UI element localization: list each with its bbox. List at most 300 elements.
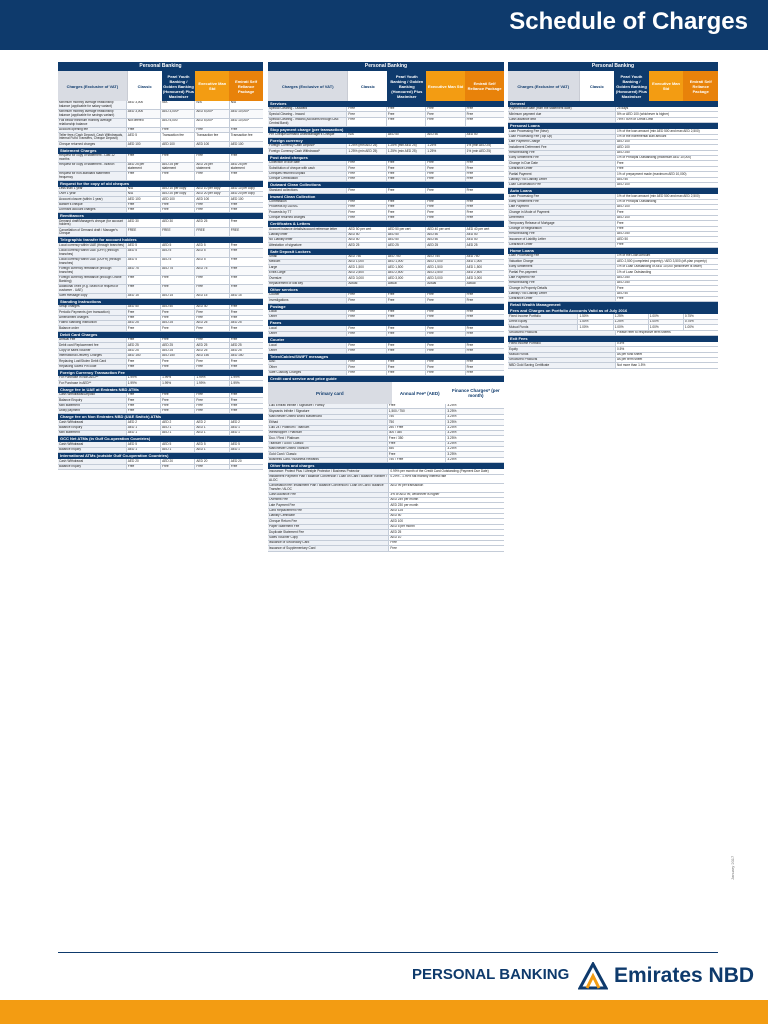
row-value: Free — [615, 227, 718, 231]
table-row — [58, 285, 263, 294]
row-value: N/A — [346, 133, 385, 137]
row-value: AED 150 — [194, 354, 228, 358]
row-label: Local currency within UAE (DFR) (through branches) — [58, 249, 126, 257]
column-header: Pearl Youth Banking / Golden Banking (Honoured) Plus Maximiser — [614, 71, 649, 101]
row-value: AED 10,000* — [229, 119, 263, 127]
table-row — [58, 110, 263, 119]
row-value: AED 25 — [194, 343, 228, 347]
row-label: Cheque Certification — [268, 177, 346, 181]
row-value: Free — [229, 203, 263, 207]
row-value: Free — [615, 221, 718, 225]
row-value: AED 750 — [465, 255, 504, 259]
row-value: 1% of Loan Outstanding — [615, 270, 718, 274]
row-value: Free — [160, 276, 194, 284]
column-header: Executive Man Std — [426, 71, 465, 101]
row-value: Free — [194, 172, 228, 180]
row-value: 300 / 350 — [387, 431, 446, 435]
row-value: AED 50 — [425, 238, 464, 242]
row-label: Less than 1 year — [58, 187, 126, 191]
row-label: Mutual Funds — [508, 353, 615, 357]
row-value: Free — [425, 360, 464, 364]
section-title: GCC Net ATMs (in Gulf Co-operation Countries) — [58, 436, 263, 442]
row-value: 1.99% — [229, 376, 263, 380]
row-label: Balance order — [58, 326, 126, 330]
table-row — [58, 276, 263, 285]
row-value: AED 5 — [160, 258, 194, 266]
section-title: Post dated cheques — [268, 155, 504, 161]
row-value: Free — [465, 310, 504, 314]
row-value: AED 5,000* — [194, 119, 228, 127]
row-label: Attestation of signature — [268, 243, 346, 247]
row-value: Free — [386, 349, 425, 353]
column-header: Charges (Exclusive of VAT) — [268, 71, 347, 101]
section-title: Request for the copy of old cheques — [58, 181, 263, 187]
row-value: N/A — [229, 101, 263, 109]
row-value: Free — [194, 398, 228, 402]
row-value: AED 1 — [160, 426, 194, 430]
row-value: Free — [346, 112, 385, 116]
row-value: Free — [126, 365, 160, 369]
row-value: AED 1,500 — [346, 265, 385, 269]
row-label: Mini statement — [58, 404, 126, 408]
row-value: N/A — [126, 192, 160, 196]
personal-banking-band: Personal Banking — [268, 62, 504, 71]
row-label: Direct Equity — [508, 320, 577, 324]
row-value: Actual — [386, 282, 425, 286]
row-value: AED 50 — [465, 233, 504, 237]
row-label: Special Clearing - Inward — [268, 112, 346, 116]
row-value: 1.25% — [613, 320, 648, 324]
row-value: Free — [229, 365, 263, 369]
row-value: AED 1,500 — [465, 265, 504, 269]
row-value: Free — [160, 393, 194, 397]
section-title: Other fees and charges — [268, 463, 504, 469]
row-value: Free — [425, 371, 464, 375]
row-value: Free — [387, 404, 446, 408]
row-value: AED 5 — [126, 243, 160, 247]
row-value: Free — [229, 172, 263, 180]
row-value: Free — [386, 216, 425, 220]
row-value: Free — [465, 161, 504, 165]
row-value: 1.50% — [577, 314, 612, 318]
section-title: Remittances — [58, 213, 263, 219]
row-label: Local — [268, 310, 346, 314]
row-value: Free — [229, 128, 263, 132]
row-value: Transaction fee — [194, 133, 228, 141]
row-value: Free — [160, 208, 194, 212]
row-value: AED 1 — [229, 426, 263, 430]
row-value: AED 20 per copy — [194, 192, 228, 196]
row-value: AED 25 — [465, 243, 504, 247]
row-value: 3.25% — [445, 420, 504, 424]
row-label: Balance Inquiry — [58, 465, 126, 469]
row-value: Free — [425, 216, 464, 220]
row-value: 1.99% — [194, 381, 228, 385]
row-value: Free — [615, 243, 718, 247]
row-label: Amendment charges — [58, 316, 126, 320]
row-value: AED 100 — [126, 197, 160, 201]
row-value: Free — [160, 404, 194, 408]
row-value: Free — [126, 393, 160, 397]
credit-header: Primary card — [268, 382, 392, 404]
row-value: AED 2,500 — [346, 271, 385, 275]
row-value: AED 10 per copy — [229, 187, 263, 191]
row-value: Free — [465, 118, 504, 126]
row-label: Replacement of lost key — [268, 282, 346, 286]
row-value: Free — [126, 285, 160, 293]
row-value: Free — [465, 293, 504, 297]
row-label: Liability Certificate — [268, 514, 388, 518]
row-label: Copy of sales voucher — [58, 349, 126, 353]
row-value: AED 1 — [126, 431, 160, 435]
row-value: Free — [425, 112, 464, 116]
row-label: Issuance of Supplementary Card — [268, 546, 388, 550]
row-value: Free — [126, 398, 160, 402]
row-label: Rescheduling Fee — [508, 232, 615, 236]
row-value: Free — [387, 442, 446, 446]
section-title: Personal Loans — [508, 123, 718, 129]
row-label: Lulu Emirati Infinite / Signature / Family — [268, 404, 387, 408]
row-label: Insurance: Protect Plus / Lifestyle Protector / Business Protector — [268, 469, 388, 473]
row-value: AED 15 — [229, 294, 263, 298]
row-value: Free — [229, 326, 263, 330]
row-value: Free — [126, 326, 160, 330]
row-value: Free — [346, 177, 385, 181]
row-label: Change of Registration — [508, 227, 615, 231]
section-title: Inward Clean Collection — [268, 194, 504, 200]
row-value: Free — [160, 409, 194, 413]
row-value: Free — [346, 166, 385, 170]
row-value: AED 2,500 — [386, 271, 425, 275]
row-value: AED 230 per month — [388, 503, 504, 507]
row-label: Clearance Letter — [508, 297, 615, 301]
row-value: AED 250 — [615, 151, 718, 155]
row-value: AED 25 — [194, 219, 228, 227]
brand-name: Emirates NBD — [614, 964, 755, 987]
row-value: Free — [160, 310, 194, 314]
row-label: Late Payment Charge — [508, 140, 615, 144]
row-value: Free — [126, 128, 160, 132]
row-value: AED 750 — [346, 255, 385, 259]
row-label: Swift message copy — [58, 294, 126, 298]
row-value: Please refer to respective term sheets — [615, 331, 718, 335]
row-label: Lulu 247 Platinum / Titanium — [268, 426, 387, 430]
row-value: Free — [386, 293, 425, 297]
row-value: AED 100 — [615, 216, 718, 220]
column-header: Charges (Exclusive of VAT) — [58, 71, 127, 101]
row-value: AED 25 — [160, 321, 194, 325]
row-value: Free — [425, 200, 464, 204]
credit-header-row — [268, 382, 504, 404]
row-value: AED 3,000 — [386, 276, 425, 280]
row-value: 250 / Free — [387, 426, 446, 430]
row-value: Free — [425, 365, 464, 369]
row-value: AED 20 per copy — [229, 192, 263, 196]
row-value: Free — [346, 349, 385, 353]
row-value: Free — [346, 188, 385, 192]
row-value: Free — [386, 315, 425, 319]
section-title: Standing Instructions — [58, 299, 263, 305]
row-value: 25 days — [615, 107, 718, 111]
row-value: AED 3,000 — [126, 110, 160, 118]
row-value: Not more than 1.5% — [615, 363, 718, 367]
row-value: Free — [615, 297, 718, 301]
row-value: AED 50 — [346, 233, 385, 237]
row-value: 5% or AED 100 (whichever is higher) — [615, 112, 718, 116]
row-value: Free — [425, 166, 464, 170]
row-value: Free — [386, 298, 425, 302]
row-label: Clearance Letter — [508, 167, 615, 171]
row-value: AED 40 — [194, 305, 228, 309]
row-value: Free — [465, 205, 504, 209]
row-value: AED 25 — [126, 343, 160, 347]
row-label: Loan Processing Fee (New) — [508, 129, 615, 133]
row-label: Minimum payment due — [508, 112, 615, 116]
column-header: Pearl Youth Banking / Golden Banking (Honoured) Plus Maximiser — [162, 71, 196, 101]
row-label: Mutual Funds — [508, 325, 577, 329]
row-label: Failed Standing Instruction — [58, 321, 126, 325]
row-label: Early Settlement Fee — [508, 200, 615, 204]
row-value: AED 25 — [229, 343, 263, 347]
row-value: AED 25 — [346, 243, 385, 247]
row-value: Free — [194, 154, 228, 162]
row-value: AED 25 per statement — [229, 163, 263, 171]
section-title: Safe Deposit Lockers — [268, 249, 504, 255]
row-label: Account closure (within 1 year) — [58, 197, 126, 201]
row-value: Actual — [425, 282, 464, 286]
row-label: Overlimit Fee — [268, 498, 388, 502]
row-value: As per term sheet — [615, 358, 718, 362]
row-value: AED 25 per statement — [194, 163, 228, 171]
row-value: AED 50 — [615, 237, 718, 241]
row-value: 1.25% (min AED 25) — [386, 144, 425, 148]
row-value: 750 — [387, 415, 446, 419]
row-label: Other — [268, 315, 346, 319]
row-value: AED 100 — [615, 140, 718, 144]
row-value: Free — [229, 208, 263, 212]
row-value: AED 100 — [194, 197, 228, 201]
column-header: Charges (Exclusive of VAT) — [508, 71, 579, 101]
row-label: Small — [268, 255, 346, 259]
row-label: Change in Due Date — [508, 161, 615, 165]
row-value: Free — [229, 465, 263, 469]
row-value: Free — [229, 404, 263, 408]
row-value: Free — [229, 267, 263, 275]
column-header: Classic — [347, 71, 387, 101]
row-value: Free — [346, 298, 385, 302]
row-value: Free — [615, 167, 718, 171]
row-value: Free — [126, 310, 160, 314]
row-value: Free — [229, 316, 263, 320]
table-row — [58, 163, 263, 172]
row-value: Free — [160, 465, 194, 469]
row-value: AED 1 — [126, 448, 160, 452]
row-value: Not offered — [126, 119, 160, 127]
row-value: AED 25 — [229, 349, 263, 353]
row-label: Replacing Lost/Stolen Debit Card — [58, 359, 126, 363]
row-value: 1% of the loan amount (min AED 500 and max AED 2,500) — [615, 194, 718, 198]
row-value: 1,500 / 750 — [387, 409, 446, 413]
row-value: 3.25% — [445, 426, 504, 430]
row-value: 3.25% — [445, 415, 504, 419]
row-value: Free — [126, 359, 160, 363]
row-value: AED 3,000 — [465, 276, 504, 280]
row-label: Other — [268, 332, 346, 336]
page-title: Schedule of Charges — [509, 8, 748, 35]
row-value: AED 25 — [388, 530, 504, 534]
row-value: Free — [160, 338, 194, 342]
row-value: Free — [346, 365, 385, 369]
row-value: AED 1 — [160, 431, 194, 435]
row-label: Sales Voucher Copy — [268, 536, 388, 540]
row-value: N/A — [160, 101, 194, 109]
row-value: AED 250 — [615, 232, 718, 236]
row-value: Free — [229, 359, 263, 363]
row-value: FREE — [194, 228, 228, 236]
date-tag: January 2017 — [730, 855, 735, 880]
row-value: AED 1,000 — [465, 260, 504, 264]
row-value: AED 1 — [229, 431, 263, 435]
row-value: AED 30 — [160, 219, 194, 227]
section-title: Charge fee on Non Emirates NBD (UAE Switch) ATMs — [58, 414, 263, 420]
row-label: Liability letter — [268, 233, 346, 237]
column-header-row — [58, 71, 263, 101]
row-value: AED 25 — [160, 343, 194, 347]
row-value: Free — [425, 177, 464, 181]
row-value: AED 1 — [194, 448, 228, 452]
row-value: AED 5,000* — [194, 110, 228, 118]
row-value: Free — [425, 310, 464, 314]
row-label: Standard collections — [268, 188, 346, 192]
row-value: AED 25 — [229, 321, 263, 325]
row-value: AED 250 — [615, 276, 718, 280]
row-value: Free — [386, 205, 425, 209]
section-title: Home Loans — [508, 248, 718, 254]
row-label: Balance Inquiry — [58, 448, 126, 452]
row-value: AED 1,000 — [425, 260, 464, 264]
row-value: AED 99 per transaction — [388, 484, 504, 492]
row-value: Free — [194, 365, 228, 369]
row-value: Free — [160, 128, 194, 132]
row-value: AED 15 — [160, 294, 194, 298]
section-title: Foreign currency — [268, 138, 504, 144]
row-value: AED 10,000* — [229, 110, 263, 118]
section-title: Retail Wealth Management — [508, 302, 718, 308]
footer-orange-bar — [0, 1000, 768, 1024]
section-title: International ATMs (outside Gulf Co-operation Countries) — [58, 453, 263, 459]
row-value: Free — [465, 216, 504, 220]
row-label: Minimum monthly average relationship balance (applicable for salary variant) — [58, 101, 126, 109]
row-value: Free — [126, 338, 160, 342]
row-value: Free — [386, 161, 425, 165]
row-value: AED 2 — [229, 420, 263, 424]
row-value: AED 25 — [425, 243, 464, 247]
row-value: Free — [160, 172, 194, 180]
row-value: 1.00% — [613, 325, 648, 329]
row-value: Free — [160, 365, 194, 369]
row-label: Early Settlement Fee — [508, 156, 615, 160]
row-value: 0.75% — [683, 314, 718, 318]
row-value: Free — [229, 243, 263, 247]
row-label: For Purchase in AED** — [58, 381, 126, 385]
row-value: 3.25% — [445, 447, 504, 451]
row-value: Free — [386, 166, 425, 170]
row-label: Special Clearing - Inward (Accounts through UAE Central Bank) — [268, 118, 346, 126]
row-value: Free — [425, 188, 464, 192]
row-value: Free — [346, 205, 385, 209]
row-value: 0.5% — [615, 342, 718, 346]
row-value: 750 — [387, 420, 446, 424]
row-label: Duplicate Statement Fee — [268, 530, 388, 534]
row-value: Free — [229, 219, 263, 227]
row-label: Collection of due date — [268, 161, 346, 165]
row-value: Transaction fee — [160, 133, 194, 141]
row-value: Free — [465, 343, 504, 347]
row-value: Free — [465, 188, 504, 192]
row-value: AED 5 — [229, 442, 263, 446]
row-value: AED 20 — [194, 459, 228, 463]
row-value: AED 1 — [160, 448, 194, 452]
section-title: Services — [268, 101, 504, 107]
row-value: Free — [126, 154, 160, 162]
row-value: Free — [346, 210, 385, 214]
row-value: Free — [126, 316, 160, 320]
column-header: Executive Man Std — [195, 71, 229, 101]
row-label: Business Card / Business Rewards — [268, 458, 387, 462]
section-title: Certificates & Letters — [268, 221, 504, 227]
page-header — [0, 0, 768, 50]
row-value: AED 30 — [126, 219, 160, 227]
row-value: 3.25% — [445, 442, 504, 446]
row-value: 3.25% — [445, 409, 504, 413]
table-row — [58, 219, 263, 228]
row-value: 1.25% — [425, 149, 464, 153]
row-value: AED 50 — [615, 292, 718, 296]
row-label: Loan Processing Fee — [508, 254, 615, 258]
row-label: Loan Processing Fee (Top Up) — [508, 135, 615, 139]
row-label: Foreign currency remittance (through Online Banking) — [58, 276, 126, 284]
row-value: Free — [194, 310, 228, 314]
row-value: AED 1,500 — [386, 265, 425, 269]
row-value: AED 3,000 — [425, 276, 464, 280]
row-value: AED 40 per cert — [425, 227, 464, 231]
row-value: Free — [386, 365, 425, 369]
row-label: Setup charges — [58, 305, 126, 309]
row-label: Cheque Return Fee — [268, 519, 388, 523]
row-label: Over 1 year — [58, 192, 126, 196]
row-value: Free — [386, 118, 425, 126]
row-value: Free — [465, 200, 504, 204]
row-label: Other — [268, 349, 346, 353]
row-label: Rescheduling Fee — [508, 151, 615, 155]
table-row — [58, 133, 263, 142]
row-label: Late Payment Fee — [268, 503, 388, 507]
other-fee-row — [268, 546, 504, 551]
row-value: Free — [346, 343, 385, 347]
row-value: AED 10 per copy — [160, 187, 194, 191]
row-value: Free — [388, 546, 504, 550]
row-value: Free — [465, 166, 504, 170]
row-value: AED 5 — [194, 243, 228, 247]
row-label: Fall below minimum monthly average relationship balance — [58, 119, 126, 127]
row-label: Cash advance limit — [508, 118, 615, 122]
section-title: Faxes — [268, 320, 504, 326]
row-value: Free — [386, 332, 425, 336]
row-value: AED 50 — [126, 305, 160, 309]
table-row — [58, 154, 263, 163]
personal-banking-band: Personal Banking — [58, 62, 263, 71]
row-label: Local currency within UAE (DUFR) (through branches) — [58, 258, 126, 266]
